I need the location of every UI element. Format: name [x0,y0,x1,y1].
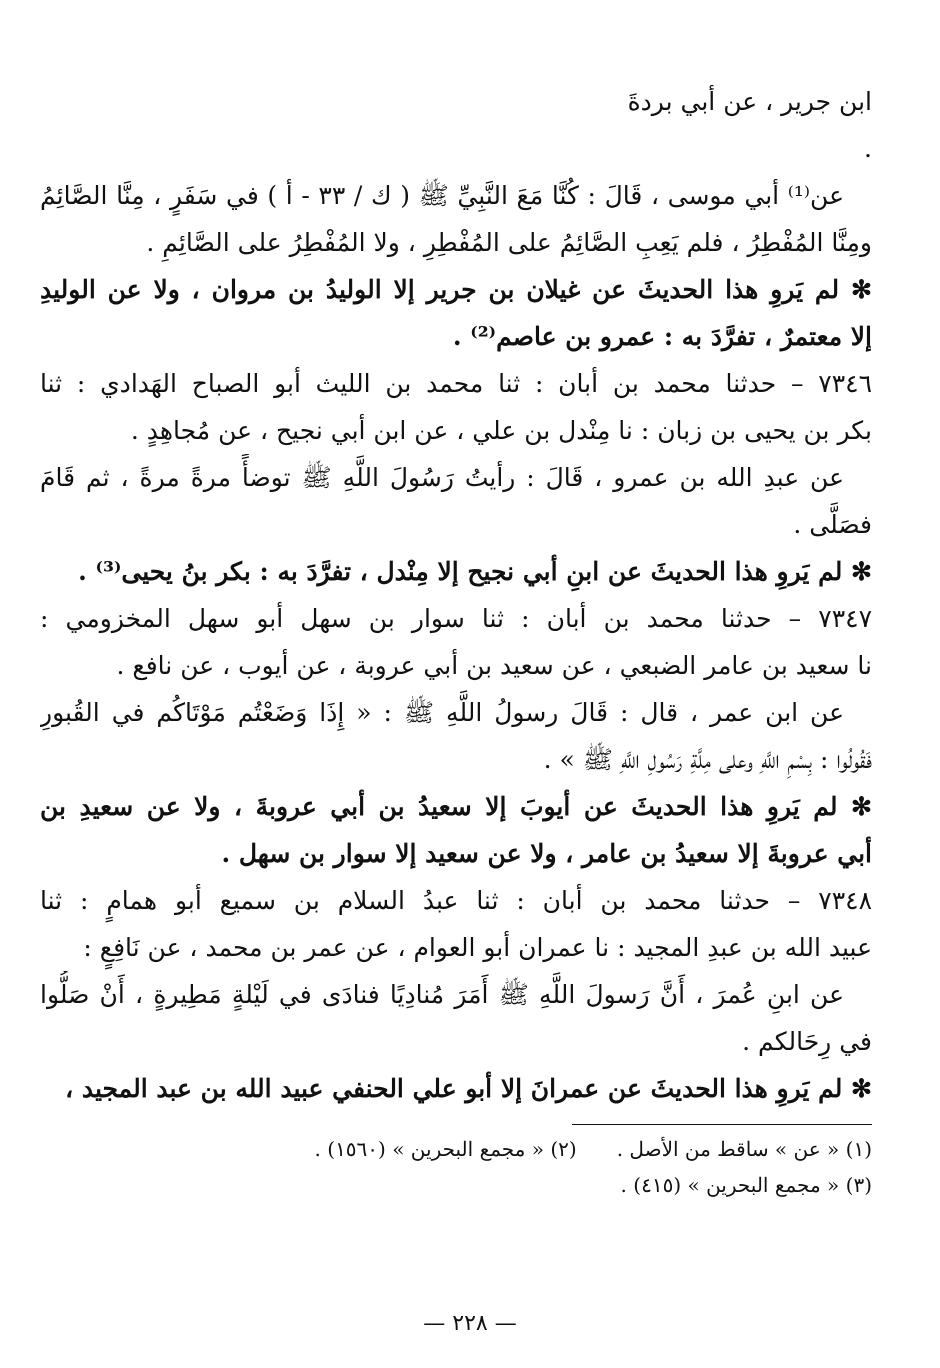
hadith-number-line: ٧٣٤٨ – حدثنا محمد بن أبان : ثنا عبدُ السلام بن سميع أبو همامٍ : ثنا [40,886,872,915]
page-number: — ٢٢٨ — [423,1311,517,1336]
footnote-row-2 [40,1167,872,1203]
text-line: فصَلَّى . [793,510,872,539]
commentary-line: ✻ لم يَروِ هذا الحديثَ عن أيوبَ إلا سعيدُ بن أبي عروبةَ ، ولا عن سعيدِ بن [40,792,872,821]
text-line: نا سعيد بن عامر الضبعي ، عن سعيد بن أبي عروبة ، عن أيوب ، عن نافع . [116,651,872,680]
text-line: في رِحَالكم . [742,1027,872,1056]
page-body [40,78,872,1112]
text-line: بكر بن يحيى بن زبان : نا مِنْدل بن علي ، عن ابن أبي نجيح ، عن مُجاهِدٍ . [130,416,872,445]
footnote-3: (٣) « مجمع البحرين » (٤١٥) . [620,1173,872,1197]
commentary-line: أبي عروبةَ إلا سعيدُ بن عامر ، ولا عن سعيد إلا سوار بن سهل . [221,839,872,868]
text-line: ومِنَّا المُفْطِرُ ، فلم يَعِبِ الصَّائِمُ على المُفْطِرِ ، ولا المُفْطِرُ على الصَّائِمِ . [146,228,872,257]
footnote-row-1 [40,1131,872,1167]
commentary-line: ✻ لم يَروِ هذا الحديثَ عن غيلان بن جرير إلا الوليدُ بن مروان ، ولا عن الوليدِ [40,275,872,304]
commentary-line: إلا معتمرٌ ، تفرَّدَ به : عمرو بن عاصم⁽²⁾ . [452,322,872,351]
text-line: عن ابنِ عُمرَ ، أَنَّ رَسولَ اللَّهِ ﷺ أَمَرَ مُنادِيًا فنادَى في لَيْلةٍ مَطِيرةٍ ، أَنْ صَلُّوا [40,980,844,1009]
footnote-separator [572,1124,872,1125]
hadith-number-line: ٧٣٤٧ – حدثنا محمد بن أبان : ثنا سوار بن سهل أبو سهل المخزومي : [40,604,872,633]
text-line: عن عبدِ الله بن عمرو ، قَالَ : رأيتُ رَسُولَ اللَّهِ ﷺ توضأً مرةً مرةً ، ثم قَامَ [40,463,844,492]
hadith-number-line: ٧٣٤٦ – حدثنا محمد بن أبان : ثنا محمد بن الليث أبو الصباح الهَدادي : ثنا [40,369,872,398]
text-line: عن ابن عمر ، قال : قَالَ رسولُ اللَّهِ ﷺ : « إِذَا وَضَعْتُم مَوْتَاكُم في القُبورِ [40,698,844,727]
commentary-line: ✻ لم يَروِ هذا الحديثَ عن ابنِ أبي نجيح إلا مِنْدل ، تفرَّدَ به : بكر بنُ يحيى⁽³⁾ . [78,557,872,586]
footnote-2: (٢) « مجمع البحرين » (١٥٦٠) . [314,1137,577,1161]
text-line: . [864,134,872,163]
footnote-1: (١) « عن » ساقط من الأصل . [616,1137,872,1161]
commentary-line: ✻ لم يَروِ هذا الحديثَ عن عمرانَ إلا أبو علي الحنفي عبيد الله بن عبد المجيد ، [65,1074,872,1103]
text-line: عن⁽¹⁾ أبي موسى ، قَالَ : كُنَّا مَعَ النَّبِيِّ ﷺ ( ك / ٣٣ - أ ) في سَفَرٍ ، مِنَّا الصَّائِمُ [40,181,844,210]
text-line: فَقُولُوا : بِسْمِ اللَّهِ وعلى مِلَّةِ رَسُولِ اللَّهِ ﷺ » . [543,745,872,774]
text-line: ابن جرير ، عن أبي بردةَ [627,87,872,116]
text-line: عبيد الله بن عبدِ المجيد : نا عمران أبو العوام ، عن عمر بن محمد ، عن نَافِعٍ : [83,933,872,962]
